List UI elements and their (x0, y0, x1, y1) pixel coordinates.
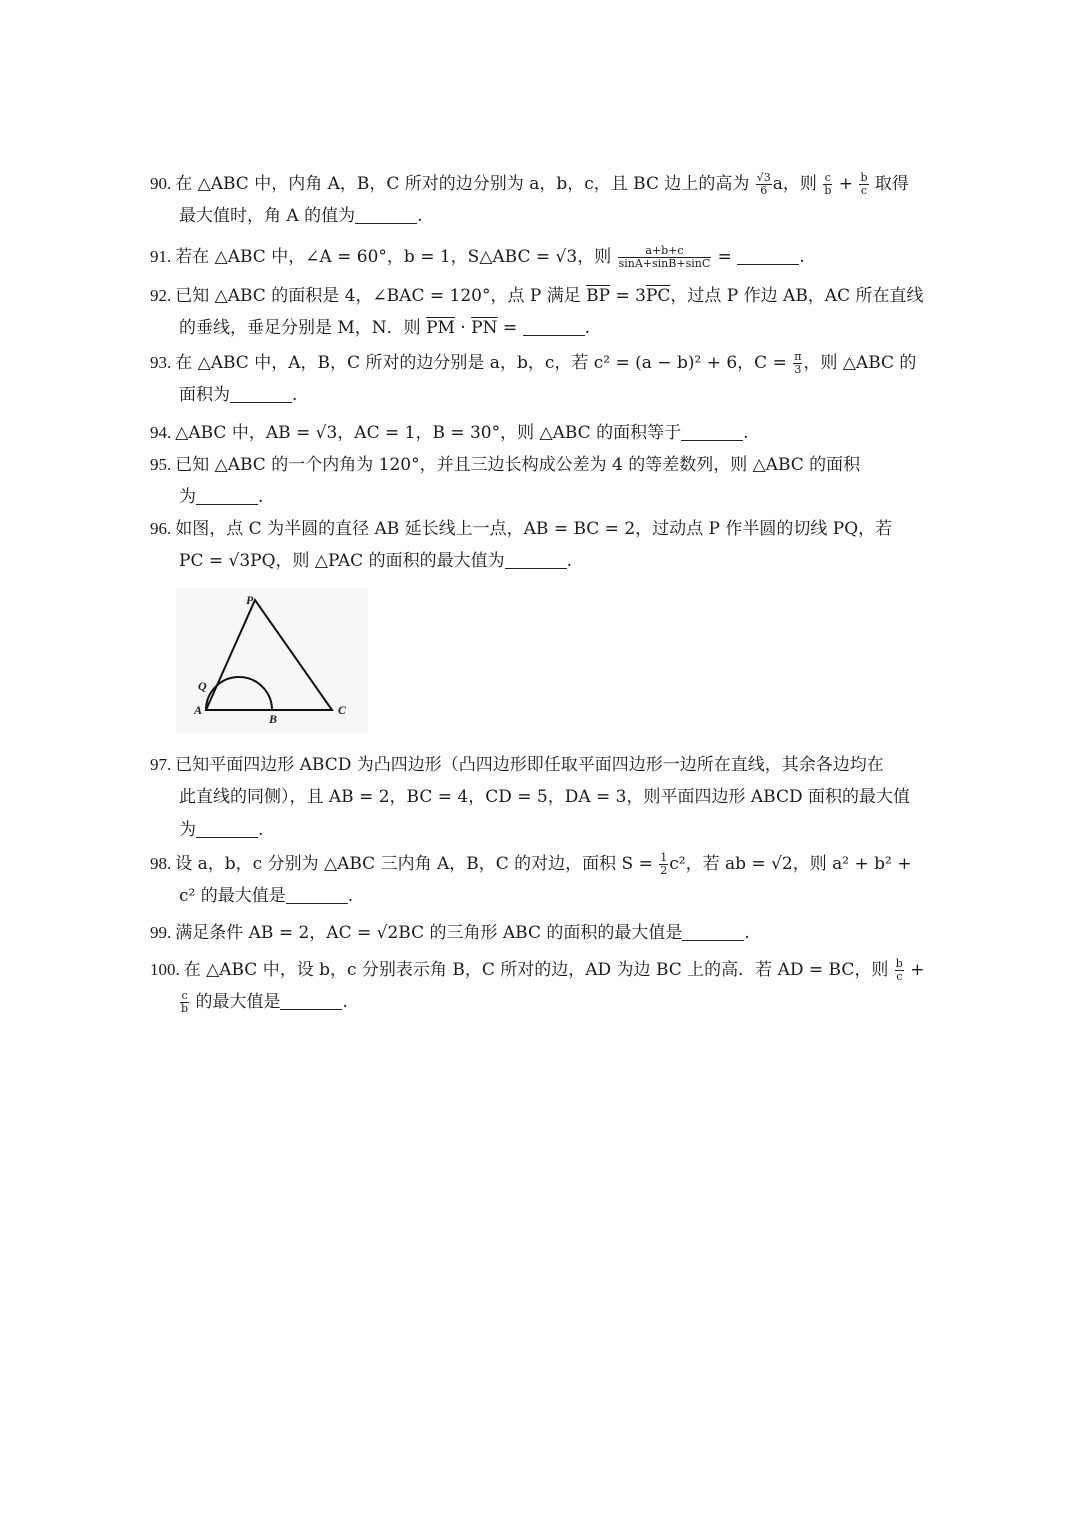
period: . (584, 318, 590, 338)
label-a: A (194, 703, 203, 717)
answer-blank[interactable] (286, 887, 348, 904)
text: = (497, 318, 523, 338)
vector: $\overline{PN}$ (471, 318, 498, 338)
label-b: B (269, 712, 278, 726)
fraction-denominator: c (860, 184, 868, 197)
vector: $\overline{PM}$ (426, 318, 455, 338)
text: △ABC 中，AB = √3，AC = 1，B = 30°，则 △ABC 的面积等于 (175, 423, 682, 443)
problem-number: 99. (150, 923, 172, 942)
fraction-numerator: π (794, 350, 802, 363)
text: 在 △ABC 中，设 b，c 分别表示角 B，C 所对的边，AD 为边 BC 上的高．若 AD = BC，则 (183, 960, 894, 980)
fraction (180, 990, 189, 1015)
fraction-denominator: 2 (660, 864, 668, 877)
text: 此直线的同侧），且 AB = 2，BC = 4，CD = 5，DA = 3，则平面四边形 ABCD 面积的最大值 (179, 787, 911, 807)
text: 为 (179, 820, 196, 840)
period: . (347, 886, 354, 906)
period: . (342, 992, 348, 1012)
fraction-denominator: 6 (760, 184, 768, 197)
period: . (292, 385, 298, 405)
problem-97 (150, 748, 960, 847)
problem-94 (150, 416, 960, 449)
problem-number: 92. (150, 286, 172, 305)
answer-blank[interactable] (196, 821, 258, 838)
period: . (258, 820, 264, 840)
problem-98 (150, 847, 960, 913)
period: . (417, 206, 423, 226)
problem-96 (150, 512, 960, 578)
problem-90 (150, 167, 960, 233)
text: 已知平面四边形 ABCD 为凸四边形（凸四边形即任取平面四边形一边所在直线，其余各边均在 (175, 755, 884, 775)
fraction-numerator: 1 (660, 851, 668, 864)
text: ，过点 P 作边 AB，AC 所在直线 (670, 286, 924, 306)
fraction (859, 172, 868, 197)
fraction-denominator: 3 (794, 363, 802, 376)
problem-100 (150, 953, 960, 1019)
problem-number: 96. (150, 519, 172, 538)
problem-95 (150, 448, 960, 514)
label-q: Q (198, 679, 207, 693)
fraction-numerator: c (824, 171, 831, 184)
text: = 3 (610, 286, 646, 306)
text: 在 △ABC 中，A，B，C 所对的边分别是 a，b，c，若 c² = (a − b)² + 6，C = (175, 353, 793, 373)
problem-number: 97. (150, 755, 172, 774)
fraction (823, 172, 832, 197)
answer-blank[interactable] (280, 993, 342, 1010)
text: 在 △ABC 中，内角 A，B，C 所对的边分别为 a，b，c，且 BC 边上的高为 (175, 174, 755, 194)
problem-number: 95. (150, 455, 172, 474)
problem-91 (150, 240, 960, 273)
fraction-denominator: c (896, 970, 903, 983)
period: . (799, 247, 805, 267)
problem-number: 100. (150, 960, 180, 979)
fraction (659, 852, 668, 877)
problem-number: 98. (150, 854, 172, 873)
geometry-figure (176, 588, 368, 734)
answer-blank[interactable] (523, 319, 585, 336)
text: 面积为 (179, 385, 230, 405)
period: . (743, 423, 749, 443)
text: 已知 △ABC 的面积是 4，∠BAC = 120°，点 P 满足 (175, 286, 587, 306)
text: 已知 △ABC 的一个内角为 120°，并且三边长构成公差为 4 的等差数列，则 △ABC 的面积 (175, 455, 861, 475)
period: . (258, 487, 264, 507)
problem-number: 91. (150, 247, 172, 266)
text: c²，若 ab = √2，则 a² + b² + (669, 854, 912, 874)
problem-99 (150, 916, 960, 949)
answer-blank[interactable] (737, 248, 799, 265)
text: + (904, 960, 925, 980)
text: 最大值时，角 A 的值为 (179, 206, 356, 226)
problem-93 (150, 346, 960, 412)
text: PC = √3PQ，则 △PAC 的面积的最大值为 (179, 551, 505, 571)
problem-number: 94. (150, 423, 172, 442)
period: . (744, 923, 750, 943)
text: · (454, 318, 472, 338)
fraction (895, 958, 904, 983)
text: c² 的最大值是 (179, 886, 286, 906)
fraction-denominator: b (824, 184, 832, 197)
text: 若在 △ABC 中，∠A = 60°，b = 1，S△ABC = √3，则 (175, 247, 617, 267)
text: 满足条件 AB = 2，AC = √2BC 的三角形 ABC 的面积的最大值是 (175, 923, 683, 943)
answer-blank[interactable] (681, 424, 743, 441)
text: 取得 (869, 174, 909, 194)
triangle-semicircle-diagram (176, 588, 368, 734)
fraction-denominator: b (181, 1002, 189, 1015)
fraction-numerator: b (860, 171, 868, 184)
problem-number: 90. (150, 174, 172, 193)
vector: $\overline{PC}$ (645, 286, 671, 306)
answer-blank[interactable] (230, 386, 292, 403)
fraction-numerator: c (181, 989, 188, 1002)
problem-number: 93. (150, 353, 172, 372)
text: = (712, 247, 738, 267)
fraction-numerator: √3 (756, 171, 771, 184)
fraction-denominator: sinA+sinB+sinC (618, 257, 711, 270)
answer-blank[interactable] (355, 207, 417, 224)
label-p: P (246, 593, 254, 607)
fraction-numerator: a+b+c (618, 245, 712, 258)
period: . (566, 551, 572, 571)
label-c: C (338, 703, 347, 717)
vector: $\overline{BP}$ (586, 286, 611, 306)
fraction (793, 351, 802, 376)
answer-blank[interactable] (196, 488, 258, 505)
answer-blank[interactable] (682, 924, 744, 941)
text: + (833, 174, 859, 194)
text: 的最大值是 (190, 992, 281, 1012)
answer-blank[interactable] (505, 552, 567, 569)
text: 为 (179, 487, 196, 507)
text: 设 a，b，c 分别为 △ABC 三内角 A，B，C 的对边，面积 S = (175, 854, 659, 874)
text: a，则 (772, 174, 823, 194)
text: 的垂线，垂足分别是 M，N．则 (179, 318, 427, 338)
fraction (618, 245, 712, 270)
fraction-numerator: b (895, 957, 903, 970)
problem-92 (150, 279, 960, 345)
fraction (756, 172, 772, 197)
text: 如图，点 C 为半圆的直径 AB 延长线上一点，AB = BC = 2，过动点 P 作半圆的切线 PQ，若 (175, 519, 893, 539)
text: ，则 △ABC 的 (803, 353, 917, 373)
